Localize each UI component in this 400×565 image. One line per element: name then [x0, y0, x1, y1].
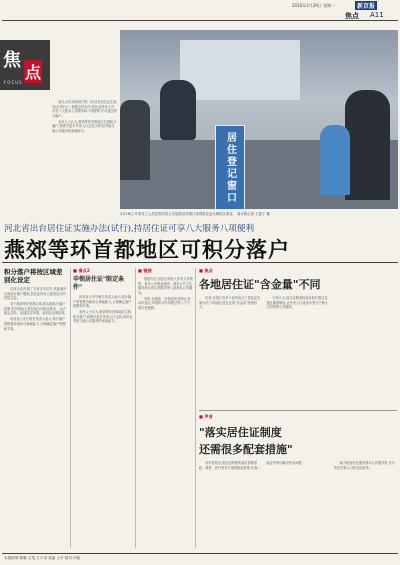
link-paragraph: 同时,在换领、补领居民身份证,机动车登记,申领机动车驾驶证等八个方面享受便利。	[138, 296, 191, 310]
link-paragraph: 根据办法,居住证持有人享有义务教育、基本公共就业服务、基本公共卫生服务和计划生育服务等八项基本公共服务。	[138, 277, 193, 295]
left-paragraph: 河北省公安厅相关负责人表示,积分落户将根据各地综合承载能力,合理确定落户规模和节奏。	[4, 317, 66, 331]
col-divider	[135, 268, 136, 548]
page-number: A11	[370, 11, 384, 19]
right-bottom-title-1: "落实居住证制度	[199, 426, 282, 439]
marker-label: 看点2	[78, 268, 90, 273]
right-bottom-article	[199, 414, 397, 549]
photo-person-left	[120, 100, 150, 180]
right-top-paragraph: 目前,全国已有多个省份出台了居住证实施办法,不同地区居住证的"含金量"差别较大。	[199, 296, 261, 310]
badge-char-2: 点	[24, 60, 42, 83]
second-column	[73, 268, 133, 548]
right-bottom-body	[199, 461, 397, 553]
photo-person-right	[345, 90, 390, 200]
section-name: 焦点	[345, 12, 359, 20]
photo-person-officer	[160, 80, 196, 140]
header-rule	[2, 20, 398, 21]
right-top-article	[199, 268, 397, 408]
counter-sign	[215, 125, 245, 209]
intro-paragraph: 业内人士认为,燕郊等环首都地区实施积分落户,将吸引更多外来人口定居,同时也考验当地公共服务的承载能力。	[52, 119, 117, 133]
link-marker: ■ 链接	[138, 268, 152, 273]
right-top-body	[199, 296, 397, 401]
col-divider	[70, 268, 71, 548]
right-bottom-title-2: 还需很多配套措施"	[199, 443, 293, 456]
footer-credits: 本版统筹 陈琳 主笔 王子卓 美编 王可 校对 何艳	[4, 556, 81, 560]
right-top-title: 各地居住证"含金量"不同	[199, 278, 321, 291]
left-column	[4, 268, 68, 548]
left-body	[4, 287, 68, 537]
headline-rule	[2, 262, 398, 263]
second-paragraph: 河北省公安厅相关负责人表示,积分落户将根据各地综合承载能力,合理确定落户规模和节奏。	[73, 295, 132, 309]
photo-caption: 2月18日,外来务工人员在固安县公安局派出所窗口咨询居住证办理相关事宜。 新京报记者 王嘉宁 摄	[120, 212, 270, 216]
footer-rule	[2, 553, 398, 554]
right-divider	[199, 410, 397, 411]
photo-window	[180, 40, 300, 100]
focus-badge	[0, 40, 50, 90]
right-bottom-paragraph: 地方政府应在提供基本公共服务时,充分考虑外来人口的实际需求。	[333, 461, 395, 470]
badge-subtitle: FOCUS	[4, 80, 23, 85]
left-paragraph: 在河北省内,除了石家庄市区外,其他城市全面放开落户限制,居住证持有人按规定可申领居住证。	[4, 287, 67, 301]
right-top-marker: ■ 焦点	[199, 268, 213, 273]
news-photo	[120, 30, 398, 209]
badge-char-1: 焦	[3, 50, 21, 71]
masthead-logo: 新京报	[357, 3, 376, 10]
page-header	[0, 0, 400, 20]
headline-main: 燕郊等环首都地区可积分落户	[4, 237, 290, 262]
intro-paragraph: 前日,河北省政府印发《河北省居住证实施办法(试行)》,根据这份办法,居住证持有人可享受八大基本公共服务和八项便利,并可通过积分落户。	[52, 100, 117, 118]
left-paragraph: 对于燕郊等环首都区域,将实施积分落户政策,积分指标主要包括合法稳定就业、合法稳定住所、连续居住年限、参加社会保险等。	[4, 302, 68, 316]
link-body	[138, 277, 193, 537]
col-divider	[195, 268, 196, 548]
second-paragraph: 业内人士认为,燕郊等环首都地区实施积分落户,将吸引更多外来人口定居,同时也考验当地公共服务的承载能力。	[73, 310, 133, 324]
right-bottom-marker: ■ 声音	[199, 414, 213, 419]
intro-text	[52, 100, 117, 210]
marker-square: ■	[73, 268, 77, 273]
link-column	[138, 268, 193, 548]
left-subheading: 积分落户将按区域差别化设定	[4, 268, 63, 284]
headline-kicker: 河北省出台居住证实施办法(试行),持居住证可享八大服务八项便利	[4, 224, 255, 234]
second-subheading: 申领居住证"限定条件"	[73, 276, 125, 291]
counter-sign-text: 居住登记窗口	[224, 132, 236, 204]
right-bottom-paragraph: 有学者指出,居住证制度的落实需要财政、教育、医疗等多方面的配套政策,仅靠一纸证件难以解决根本问题。	[199, 461, 305, 470]
second-body	[73, 295, 133, 535]
second-marker	[73, 268, 133, 274]
photo-child	[320, 125, 350, 195]
right-top-paragraph: 专家认为,居住证制度将逐步取代暂住证,通过梯度赋权,让外来人口逐步享受与户籍人口同等的公共服务。	[266, 296, 329, 310]
date-line: 2016年2月29日 星期一	[292, 3, 336, 8]
